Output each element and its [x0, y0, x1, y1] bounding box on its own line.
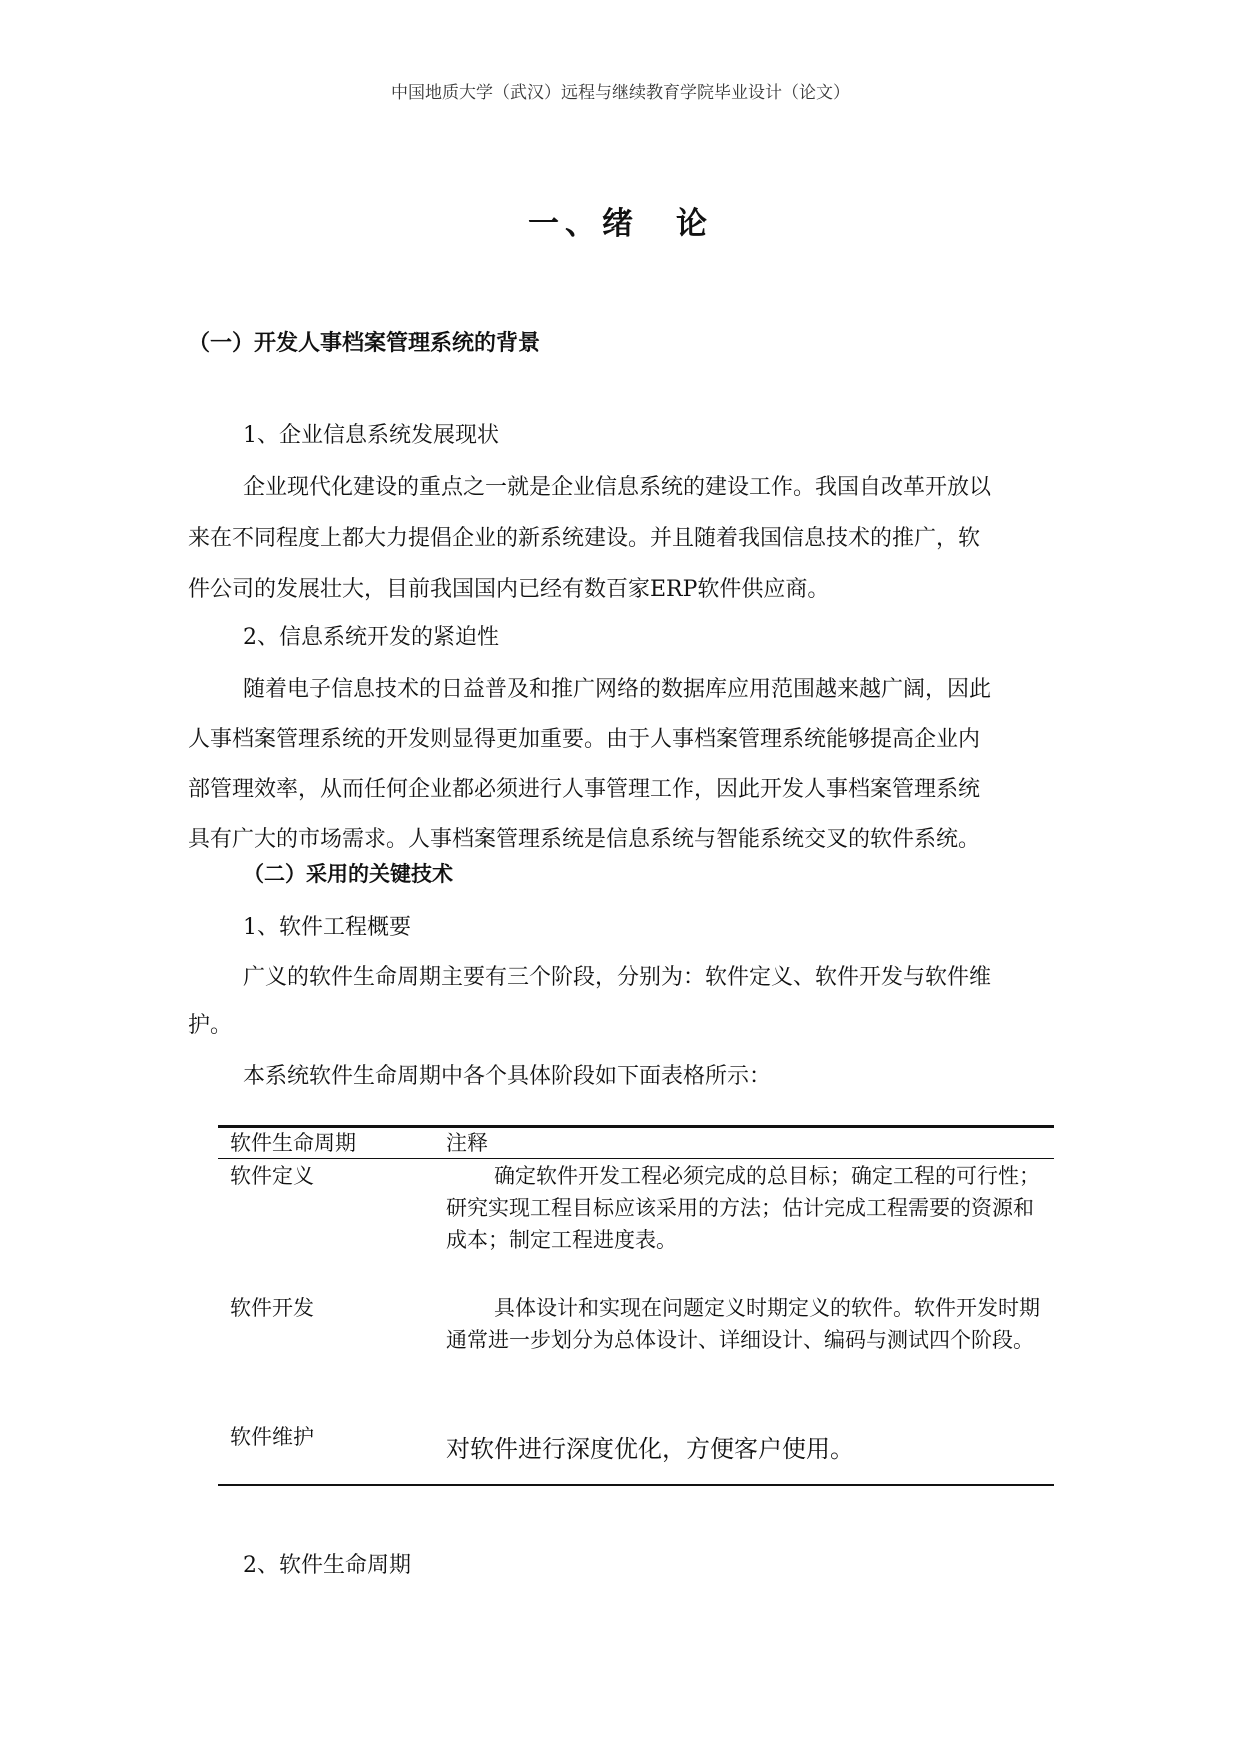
chapter-title: 一、绪 论 — [528, 206, 713, 242]
subsection-heading-software-eng: 1、软件工程概要 — [243, 915, 411, 940]
subsection-heading-status: 1、企业信息系统发展现状 — [243, 423, 499, 448]
subsection-heading-lifecycle: 2、软件生命周期 — [243, 1553, 411, 1578]
paragraph-line: 部管理效率，从而任何企业都必须进行人事管理工作，因此开发人事档案管理系统 — [188, 777, 981, 802]
table-header-phase: 软件生命周期 — [230, 1131, 356, 1155]
paragraph-line: 广义的软件生命周期主要有三个阶段，分别为：软件定义、软件开发与软件维 — [243, 965, 992, 990]
paragraph-line: 企业现代化建设的重点之一就是企业信息系统的建设工作。我国自改革开放以 — [243, 475, 992, 500]
subsection-heading-urgency: 2、信息系统开发的紧迫性 — [243, 625, 499, 650]
paragraph-line: 来在不同程度上都大力提倡企业的新系统建设。并且随着我国信息技术的推广，软 — [188, 526, 981, 551]
table-cell-phase: 软件维护 — [230, 1425, 314, 1449]
running-header: 中国地质大学（武汉）远程与继续教育学院毕业设计（论文） — [391, 83, 850, 103]
section-heading-key-tech: （二）采用的关键技术 — [243, 861, 453, 886]
table-cell-note: 对软件进行深度优化，方便客户使用。 — [446, 1435, 854, 1463]
table-cell-phase: 软件开发 — [230, 1296, 314, 1320]
paragraph-line: 具有广大的市场需求。人事档案管理系统是信息系统与智能系统交叉的软件系统。 — [188, 827, 981, 852]
paragraph-line: 人事档案管理系统的开发则显得更加重要。由于人事档案管理系统能够提高企业内 — [188, 727, 981, 752]
table-cell-note: 具体设计和实现在问题定义时期定义的软件。软件开发时期通常进一步划分为总体设计、详细设计、编码与测试四个阶段。 — [446, 1296, 1040, 1352]
table-header-rule — [218, 1158, 1054, 1159]
paragraph-line: 随着电子信息技术的日益普及和推广网络的数据库应用范围越来越广阔，因此 — [243, 677, 992, 702]
table-bottom-rule — [218, 1484, 1054, 1486]
paragraph-line: 件公司的发展壮大，目前我国国内已经有数百家ERP软件供应商。 — [188, 577, 830, 602]
table-cell-phase: 软件定义 — [230, 1164, 314, 1188]
paragraph-line: 护。 — [188, 1013, 233, 1038]
table-cell-note: 确定软件开发工程必须完成的总目标；确定工程的可行性；研究实现工程目标应该采用的方法；估计完成工程需要的资源和成本；制定工程进度表。 — [446, 1164, 1040, 1252]
table-intro-text: 本系统软件生命周期中各个具体阶段如下面表格所示： — [243, 1064, 772, 1089]
table-header-note: 注释 — [446, 1131, 488, 1155]
section-heading-background: （一）开发人事档案管理系统的背景 — [188, 330, 541, 356]
